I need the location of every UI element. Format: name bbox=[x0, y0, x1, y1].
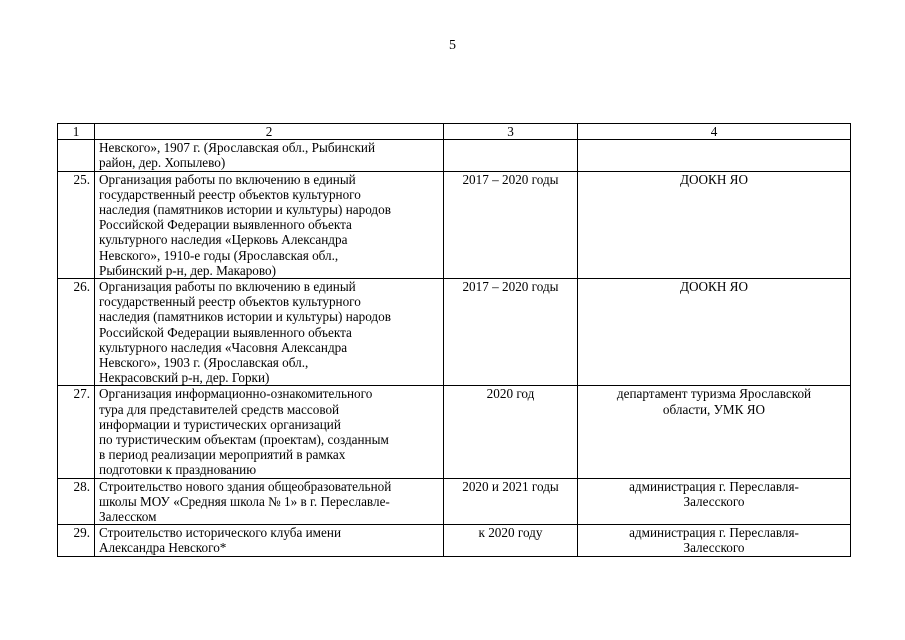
row-description: Строительство исторического клуба имени Александра Невского* bbox=[95, 525, 444, 556]
row-executor: департамент туризма Ярославской области, УМК ЯО bbox=[578, 386, 851, 478]
row-number: 26. bbox=[58, 279, 95, 386]
table-row bbox=[58, 279, 851, 386]
row-period: 2020 и 2021 годы bbox=[444, 478, 578, 525]
row-description: Невского», 1907 г. (Ярославская обл., Рыбинский район, дер. Хопылево) bbox=[95, 140, 444, 171]
header-col-2: 2 bbox=[95, 124, 444, 140]
row-description: Строительство нового здания общеобразовательной школы МОУ «Средняя школа № 1» в г. Переславле- Залесском bbox=[95, 478, 444, 525]
row-executor: администрация г. Переславля- Залесского bbox=[578, 478, 851, 525]
row-executor bbox=[578, 140, 851, 171]
row-executor: ДООКН ЯО bbox=[578, 279, 851, 386]
row-description: Организация информационно-ознакомительного тура для представителей средств массовой информации и туристических организаций по туристическим объектам (проектам), созданным в период реализации мероприятий в рамках подготовки к празднованию bbox=[95, 386, 444, 478]
table-row bbox=[58, 140, 851, 171]
table-header-row bbox=[58, 124, 851, 140]
header-col-1: 1 bbox=[58, 124, 95, 140]
row-description: Организация работы по включению в единый государственный реестр объектов культурного наследия (памятников истории и культуры) народов Российской Федерации выявленного объекта культурного наследия «Часовня Александра Невского», 1903 г. (Ярославская обл., Некрасовский р-н, дер. Горки) bbox=[95, 279, 444, 386]
page-number: 5 bbox=[449, 38, 456, 53]
row-period: 2017 – 2020 годы bbox=[444, 279, 578, 386]
header-col-3: 3 bbox=[444, 124, 578, 140]
row-number bbox=[58, 140, 95, 171]
row-description: Организация работы по включению в единый государственный реестр объектов культурного наследия (памятников истории и культуры) народов Российской Федерации выявленного объекта культурного наследия «Церковь Александра Невского», 1910-е годы (Ярославская обл., Рыбинский р-н, дер. Макарово) bbox=[95, 171, 444, 278]
row-number: 29. bbox=[58, 525, 95, 556]
table-row bbox=[58, 478, 851, 525]
header-col-4: 4 bbox=[578, 124, 851, 140]
row-number: 25. bbox=[58, 171, 95, 278]
table-row bbox=[58, 171, 851, 278]
row-number: 27. bbox=[58, 386, 95, 478]
row-executor: администрация г. Переславля- Залесского bbox=[578, 525, 851, 556]
row-number: 28. bbox=[58, 478, 95, 525]
row-period: 2017 – 2020 годы bbox=[444, 171, 578, 278]
row-executor: ДООКН ЯО bbox=[578, 171, 851, 278]
row-period: к 2020 году bbox=[444, 525, 578, 556]
table-row bbox=[58, 525, 851, 556]
table-row bbox=[58, 386, 851, 478]
measures-table bbox=[57, 123, 851, 557]
row-period: 2020 год bbox=[444, 386, 578, 478]
row-period bbox=[444, 140, 578, 171]
